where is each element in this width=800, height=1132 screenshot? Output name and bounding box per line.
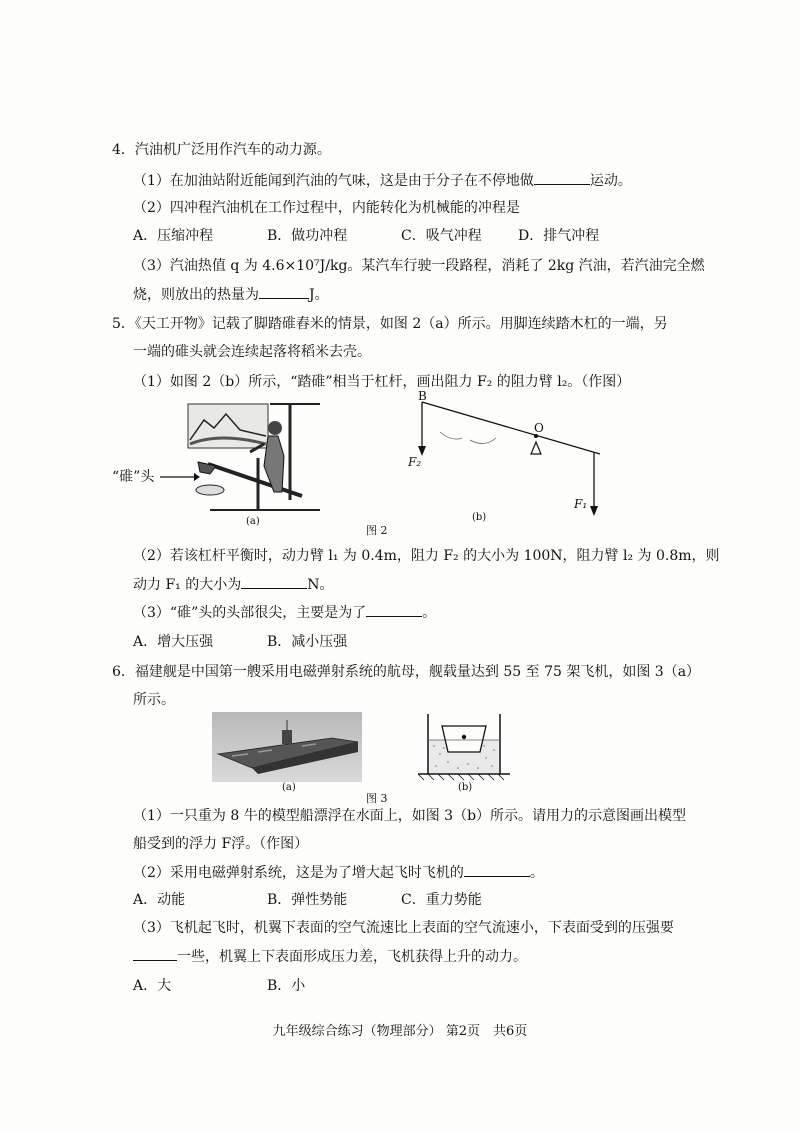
q6-part1-line1: （1）一只重为 8 牛的模型船漂浮在水面上，如图 3（b）所示。请用力的示意图画出模型 (133, 808, 687, 824)
q4-stem: 4．汽油机广泛用作汽车的动力源。 (112, 142, 331, 158)
q5-option-b: B．减小压强 (267, 634, 348, 650)
q6-part2-option-c: C．重力势能 (401, 892, 482, 908)
q5-part3 (133, 602, 436, 623)
q4-option-c: C．吸气冲程 (401, 228, 482, 244)
q6-part3-line2 (133, 946, 527, 967)
answer-blank (259, 284, 309, 299)
page-footer: 九年级综合练习（物理部分） 第2页 共6页 (272, 1024, 528, 1039)
figure-3a-carrier-photo (212, 712, 362, 782)
figure-2a-head-label: “碓”头 (112, 469, 155, 485)
q5-option-a: A．增大压强 (133, 634, 214, 650)
q4-part1-tail: 运动。 (589, 173, 632, 189)
answer-blank (133, 946, 177, 961)
q5-part2-unit: N。 (307, 577, 334, 593)
q5-part2-line2 (133, 574, 333, 595)
q4-part3-line1: （3）汽油热值 q 为 4.6×10⁷J/kg。某汽车行驶一段路程，消耗了 2kg 汽油，若汽油完全燃 (133, 258, 705, 274)
figure-3-title: 图 3 (366, 792, 388, 805)
q6-part2 (133, 862, 544, 883)
answer-blank (464, 862, 530, 877)
figure-2b-caption: (b) (472, 512, 487, 523)
answer-blank (241, 574, 307, 589)
q4-part3-text: 烧，则放出的热量为 (133, 287, 259, 303)
point-b-label: B (418, 389, 427, 403)
q5-part1: （1）如图 2（b）所示，“踏碓”相当于杠杆，画出阻力 F₂ 的阻力臂 l₂。（作图） (133, 374, 631, 390)
q6-part3-option-b: B．小 (267, 978, 306, 994)
q6-part2-text: （2）采用电磁弹射系统，这是为了增大起飞时飞机的 (133, 865, 464, 881)
q5-part2-text: 动力 F₁ 的大小为 (133, 577, 242, 593)
figure-2a-caption: (a) (246, 516, 260, 527)
q4-part3-unit: J。 (309, 287, 329, 303)
q4-option-d: D．排气冲程 (518, 228, 600, 244)
q6-part3-line1: （3）飞机起飞时，机翼下表面的空气流速比上表面的空气流速小，下表面受到的压强要 (133, 920, 674, 936)
figure-3b-caption: (b) (458, 782, 473, 793)
answer-blank (366, 602, 422, 617)
q4-part1 (133, 170, 632, 191)
figure-3a-caption: (a) (282, 782, 296, 793)
q5-stem-line2: 一端的碓头就会连续起落将稻米去壳。 (133, 344, 371, 360)
figure-2a-foot-pestle (180, 400, 330, 518)
q6-part2-option-a: A．动能 (133, 892, 186, 908)
q6-part1-line2: 船受到的浮力 F浮。（作图） (133, 836, 309, 852)
q6-part2-tail: 。 (529, 865, 544, 881)
q6-stem-line1: 6．福建舰是中国第一艘采用电磁弹射系统的航母，舰载量达到 55 至 75 架飞机，如图 3（a） (112, 664, 701, 680)
force-f1-label: F₁ (574, 497, 588, 511)
force-f2-label: F₂ (408, 455, 422, 469)
figure-2-title: 图 2 (366, 524, 388, 537)
figure-3b-boat-in-water (414, 710, 514, 786)
q5-part2-line1: （2）若该杠杆平衡时，动力臂 l₁ 为 0.4m，阻力 F₂ 的大小为 100N，阻力臂 l₂ 为 0.8m，则 (133, 548, 720, 564)
head-pointer-arrow-icon (160, 470, 200, 484)
q4-part1-text: （1）在加油站附近能闻到汽油的气味，这是由于分子在不停地做 (133, 173, 534, 189)
q6-part3-text: 一些，机翼上下表面形成压力差，飞机获得上升的动力。 (177, 949, 527, 965)
q6-part2-option-b: B．弹性势能 (267, 892, 348, 908)
q6-stem-line2: 所示。 (133, 692, 175, 708)
q6-part3-option-a: A．大 (133, 978, 172, 994)
q5-part3-text: （3）“碓”头的头部很尖，主要是为了 (133, 605, 367, 621)
q4-part3-line2 (133, 284, 329, 305)
q4-part2: （2）四冲程汽油机在工作过程中，内能转化为机械能的冲程是 (133, 200, 520, 216)
q5-part3-tail: 。 (422, 605, 437, 621)
pivot-o-label: O (534, 421, 544, 435)
answer-blank (534, 170, 590, 185)
q5-stem-line1: 5．《天工开物》记载了脚踏碓舂米的情景，如图 2（a）所示。用脚连续踏木杠的一端，另 (112, 316, 668, 332)
q4-option-b: B．做功冲程 (267, 228, 348, 244)
q4-option-a: A．压缩冲程 (133, 228, 214, 244)
